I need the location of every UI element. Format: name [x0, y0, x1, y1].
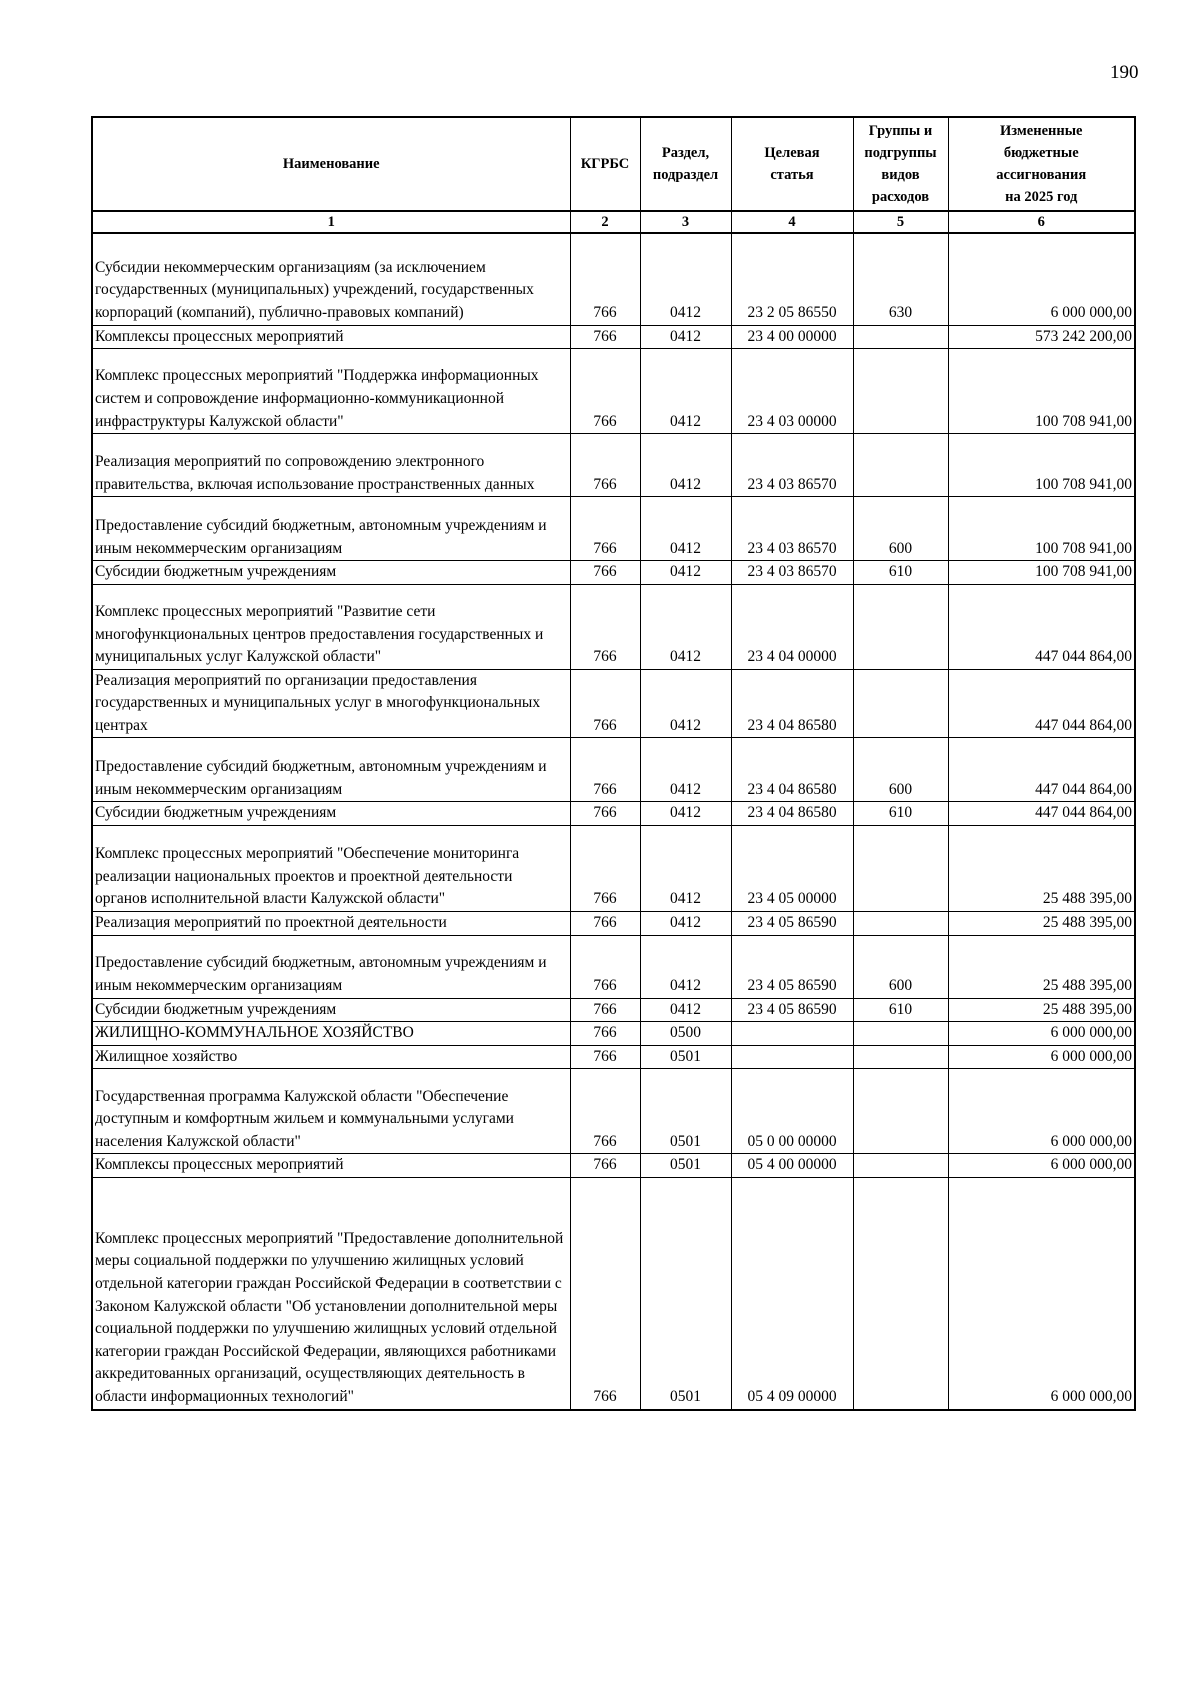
- table-row: [92, 669, 1135, 738]
- row-kgrbs-cell: 766: [570, 802, 640, 826]
- row-name-cell: Комплекс процессных мероприятий "Поддержка информационных систем и сопровождение информационно-коммуникационной инфраструктуры Калужской области": [92, 349, 570, 434]
- row-section-cell: 0412: [640, 561, 731, 585]
- row-name-cell: Субсидии бюджетным учреждениям: [92, 561, 570, 585]
- header-target: Целевая статья: [731, 117, 853, 211]
- row-section-cell: 0412: [640, 325, 731, 349]
- row-name-cell: Субсидии бюджетным учреждениям: [92, 802, 570, 826]
- row-target-cell: 05 4 09 00000: [731, 1178, 853, 1410]
- row-kgrbs-cell: 766: [570, 669, 640, 738]
- column-number: 3: [640, 211, 731, 233]
- row-section-cell: 0412: [640, 802, 731, 826]
- row-target-cell: 23 4 03 00000: [731, 349, 853, 434]
- column-number: 1: [92, 211, 570, 233]
- column-number: 5: [853, 211, 948, 233]
- row-section-cell: 0501: [640, 1178, 731, 1410]
- table-row: [92, 1022, 1135, 1046]
- row-amount-cell: 447 044 864,00: [948, 669, 1135, 738]
- row-kgrbs-cell: 766: [570, 325, 640, 349]
- table-row: [92, 802, 1135, 826]
- row-group-cell: 610: [853, 561, 948, 585]
- row-kgrbs-cell: 766: [570, 998, 640, 1022]
- row-group-cell: [853, 1154, 948, 1178]
- row-name-cell: Комплексы процессных мероприятий: [92, 1154, 570, 1178]
- row-group-cell: [853, 434, 948, 497]
- row-amount-cell: 6 000 000,00: [948, 1154, 1135, 1178]
- column-number-row: [92, 211, 1135, 233]
- row-group-cell: [853, 1178, 948, 1410]
- row-group-cell: 600: [853, 935, 948, 998]
- row-amount-cell: 100 708 941,00: [948, 497, 1135, 561]
- row-target-cell: 23 4 04 86580: [731, 738, 853, 802]
- row-section-cell: 0501: [640, 1069, 731, 1154]
- row-group-cell: [853, 669, 948, 738]
- row-amount-cell: 25 488 395,00: [948, 912, 1135, 936]
- row-group-cell: [853, 584, 948, 669]
- row-target-cell: [731, 1045, 853, 1069]
- row-name-cell: Комплекс процессных мероприятий "Развитие сети многофункциональных центров предоставления государственных и муниципальных услуг Калужской области": [92, 584, 570, 669]
- table-row: [92, 935, 1135, 998]
- column-number: 6: [948, 211, 1135, 233]
- header-kgrbs: КГРБС: [570, 117, 640, 211]
- row-kgrbs-cell: 766: [570, 935, 640, 998]
- table-row: [92, 584, 1135, 669]
- row-name-cell: Предоставление субсидий бюджетным, автономным учреждениям и иным некоммерческим организациям: [92, 935, 570, 998]
- row-group-cell: 630: [853, 233, 948, 325]
- row-name-cell: Комплекс процессных мероприятий "Обеспечение мониторинга реализации национальных проектов и проектной деятельности органов исполнительной власти Калужской области": [92, 826, 570, 912]
- table-row: [92, 349, 1135, 434]
- row-kgrbs-cell: 766: [570, 349, 640, 434]
- row-amount-cell: 6 000 000,00: [948, 1045, 1135, 1069]
- row-section-cell: 0501: [640, 1154, 731, 1178]
- row-kgrbs-cell: 766: [570, 561, 640, 585]
- table-row: [92, 497, 1135, 561]
- row-name-cell: Реализация мероприятий по сопровождению электронного правительства, включая использование пространственных данных: [92, 434, 570, 497]
- row-kgrbs-cell: 766: [570, 912, 640, 936]
- row-amount-cell: 447 044 864,00: [948, 738, 1135, 802]
- row-amount-cell: 25 488 395,00: [948, 826, 1135, 912]
- row-group-cell: 610: [853, 998, 948, 1022]
- row-target-cell: 23 4 05 86590: [731, 998, 853, 1022]
- row-amount-cell: 100 708 941,00: [948, 561, 1135, 585]
- row-target-cell: [731, 1022, 853, 1046]
- header-row: [92, 117, 1135, 211]
- row-group-cell: 600: [853, 738, 948, 802]
- header-section: Раздел, подраздел: [640, 117, 731, 211]
- row-group-cell: [853, 325, 948, 349]
- row-amount-cell: 447 044 864,00: [948, 584, 1135, 669]
- table-row: [92, 561, 1135, 585]
- row-name-cell: Комплекс процессных мероприятий "Предоставление дополнительной меры социальной поддержки по улучшению жилищных условий отдельной категории граждан Российской Федерации в соответствии с Законом Калужской области "Об установлении дополнительной меры социальной поддержки по улучшению жилищных условий отдельной категории граждан Российской Федерации, являющихся работниками аккредитованных организаций, осуществляющих деятельность в области информационных технологий": [92, 1178, 570, 1410]
- row-group-cell: [853, 912, 948, 936]
- row-group-cell: 610: [853, 802, 948, 826]
- header-name: Наименование: [92, 117, 570, 211]
- row-section-cell: 0412: [640, 349, 731, 434]
- row-kgrbs-cell: 766: [570, 584, 640, 669]
- row-kgrbs-cell: 766: [570, 1069, 640, 1154]
- row-amount-cell: 25 488 395,00: [948, 935, 1135, 998]
- row-amount-cell: 6 000 000,00: [948, 1178, 1135, 1410]
- row-name-cell: Предоставление субсидий бюджетным, автономным учреждениям и иным некоммерческим организациям: [92, 497, 570, 561]
- row-amount-cell: 100 708 941,00: [948, 349, 1135, 434]
- row-section-cell: 0412: [640, 233, 731, 325]
- row-kgrbs-cell: 766: [570, 1154, 640, 1178]
- row-kgrbs-cell: 766: [570, 497, 640, 561]
- row-target-cell: 23 4 05 86590: [731, 935, 853, 998]
- table-row: [92, 1045, 1135, 1069]
- row-amount-cell: 447 044 864,00: [948, 802, 1135, 826]
- row-name-cell: Реализация мероприятий по организации предоставления государственных и муниципальных услуг в многофункциональных центрах: [92, 669, 570, 738]
- table-row: [92, 233, 1135, 325]
- row-group-cell: [853, 349, 948, 434]
- row-target-cell: 23 2 05 86550: [731, 233, 853, 325]
- row-section-cell: 0412: [640, 912, 731, 936]
- table-row: [92, 1178, 1135, 1410]
- row-kgrbs-cell: 766: [570, 738, 640, 802]
- row-kgrbs-cell: 766: [570, 1045, 640, 1069]
- row-kgrbs-cell: 766: [570, 233, 640, 325]
- row-section-cell: 0501: [640, 1045, 731, 1069]
- row-kgrbs-cell: 766: [570, 826, 640, 912]
- row-section-cell: 0412: [640, 998, 731, 1022]
- header-group: Группы и подгруппы видов расходов: [853, 117, 948, 211]
- table-row: [92, 1154, 1135, 1178]
- row-name-cell: Субсидии бюджетным учреждениям: [92, 998, 570, 1022]
- row-amount-cell: 25 488 395,00: [948, 998, 1135, 1022]
- row-name-cell: Комплексы процессных мероприятий: [92, 325, 570, 349]
- table-row: [92, 1069, 1135, 1154]
- row-target-cell: 23 4 03 86570: [731, 561, 853, 585]
- row-target-cell: 23 4 04 86580: [731, 802, 853, 826]
- table-body: [92, 233, 1135, 1410]
- row-group-cell: [853, 1022, 948, 1046]
- table-row: [92, 912, 1135, 936]
- row-name-cell: Субсидии некоммерческим организациям (за исключением государственных (муниципальных) учреждений, государственных корпораций (компаний), публично-правовых компаний): [92, 233, 570, 325]
- header-amount: Измененные бюджетные ассигнования на 2025 год: [948, 117, 1135, 211]
- row-amount-cell: 6 000 000,00: [948, 1022, 1135, 1046]
- row-name-cell: Предоставление субсидий бюджетным, автономным учреждениям и иным некоммерческим организациям: [92, 738, 570, 802]
- row-kgrbs-cell: 766: [570, 434, 640, 497]
- row-kgrbs-cell: 766: [570, 1022, 640, 1046]
- row-amount-cell: 6 000 000,00: [948, 233, 1135, 325]
- row-target-cell: 23 4 03 86570: [731, 434, 853, 497]
- row-group-cell: [853, 826, 948, 912]
- table-row: [92, 826, 1135, 912]
- row-name-cell: ЖИЛИЩНО-КОММУНАЛЬНОЕ ХОЗЯЙСТВО: [92, 1022, 570, 1046]
- column-number: 2: [570, 211, 640, 233]
- row-name-cell: Жилищное хозяйство: [92, 1045, 570, 1069]
- row-amount-cell: 573 242 200,00: [948, 325, 1135, 349]
- row-target-cell: 05 0 00 00000: [731, 1069, 853, 1154]
- row-section-cell: 0412: [640, 935, 731, 998]
- row-target-cell: 23 4 04 00000: [731, 584, 853, 669]
- row-kgrbs-cell: 766: [570, 1178, 640, 1410]
- row-section-cell: 0412: [640, 669, 731, 738]
- table-row: [92, 738, 1135, 802]
- row-section-cell: 0412: [640, 434, 731, 497]
- row-section-cell: 0412: [640, 497, 731, 561]
- table-row: [92, 325, 1135, 349]
- row-target-cell: 23 4 03 86570: [731, 497, 853, 561]
- row-amount-cell: 100 708 941,00: [948, 434, 1135, 497]
- row-name-cell: Реализация мероприятий по проектной деятельности: [92, 912, 570, 936]
- row-target-cell: 05 4 00 00000: [731, 1154, 853, 1178]
- row-section-cell: 0412: [640, 826, 731, 912]
- row-section-cell: 0412: [640, 584, 731, 669]
- row-target-cell: 23 4 04 86580: [731, 669, 853, 738]
- row-section-cell: 0412: [640, 738, 731, 802]
- row-name-cell: Государственная программа Калужской области "Обеспечение доступным и комфортным жильем и коммунальными услугами населения Калужской области": [92, 1069, 570, 1154]
- column-number: 4: [731, 211, 853, 233]
- row-group-cell: [853, 1045, 948, 1069]
- row-target-cell: 23 4 05 86590: [731, 912, 853, 936]
- table-row: [92, 434, 1135, 497]
- table-row: [92, 998, 1135, 1022]
- budget-table: [91, 116, 1136, 1411]
- page-number: 190: [1110, 62, 1139, 83]
- row-group-cell: [853, 1069, 948, 1154]
- row-group-cell: 600: [853, 497, 948, 561]
- row-target-cell: 23 4 05 00000: [731, 826, 853, 912]
- row-target-cell: 23 4 00 00000: [731, 325, 853, 349]
- row-section-cell: 0500: [640, 1022, 731, 1046]
- row-amount-cell: 6 000 000,00: [948, 1069, 1135, 1154]
